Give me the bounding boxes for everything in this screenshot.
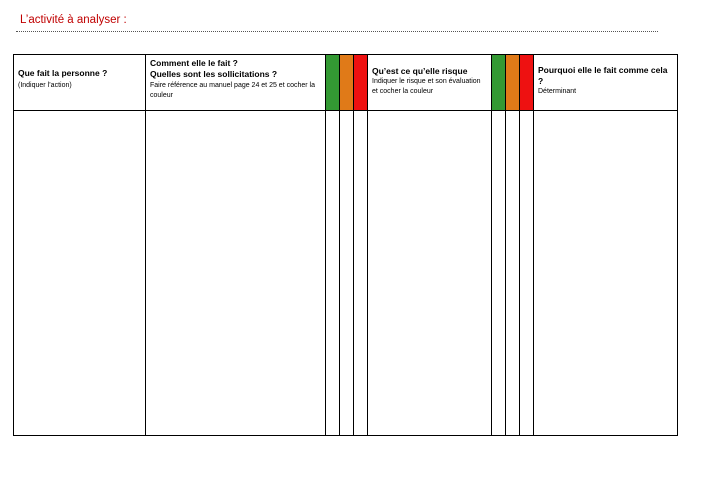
activity-heading: L’activité à analyser : xyxy=(20,14,127,26)
column-orange-check[interactable] xyxy=(340,55,354,435)
analysis-table xyxy=(13,54,678,436)
column-orange-check-2[interactable] xyxy=(506,55,520,435)
header-method-title-1: Comment elle le fait ? xyxy=(150,58,238,68)
header-reason-subtitle: Déterminant xyxy=(538,88,577,95)
column-green-check[interactable] xyxy=(325,55,340,435)
dotted-underline xyxy=(16,31,658,32)
column-method[interactable] xyxy=(146,55,326,435)
column-red-check[interactable] xyxy=(354,55,368,435)
column-red-check-2[interactable] xyxy=(520,55,534,435)
header-risk-title: Qu’est ce qu’elle risque xyxy=(372,66,468,76)
column-risk[interactable] xyxy=(368,55,492,435)
header-method-title-2: Quelles sont les sollicitations ? xyxy=(150,69,278,79)
header-separator xyxy=(14,110,677,111)
header-method-subtitle: Faire référence au manuel page 24 et 25 et cocher la couleur xyxy=(150,82,315,99)
column-green-check-2[interactable] xyxy=(491,55,506,435)
header-method xyxy=(150,58,322,101)
header-risk-subtitle: Indiquer le risque et son évaluation et cocher la couleur xyxy=(372,78,481,95)
header-reason xyxy=(538,65,674,97)
header-action-title: Que fait la personne ? xyxy=(18,68,108,78)
header-risk xyxy=(372,66,488,97)
header-reason-title: Pourquoi elle le fait comme cela ? xyxy=(538,65,668,86)
header-action-subtitle: (Indiquer l’action) xyxy=(18,82,72,89)
column-action[interactable] xyxy=(14,55,146,435)
header-action xyxy=(18,68,142,91)
